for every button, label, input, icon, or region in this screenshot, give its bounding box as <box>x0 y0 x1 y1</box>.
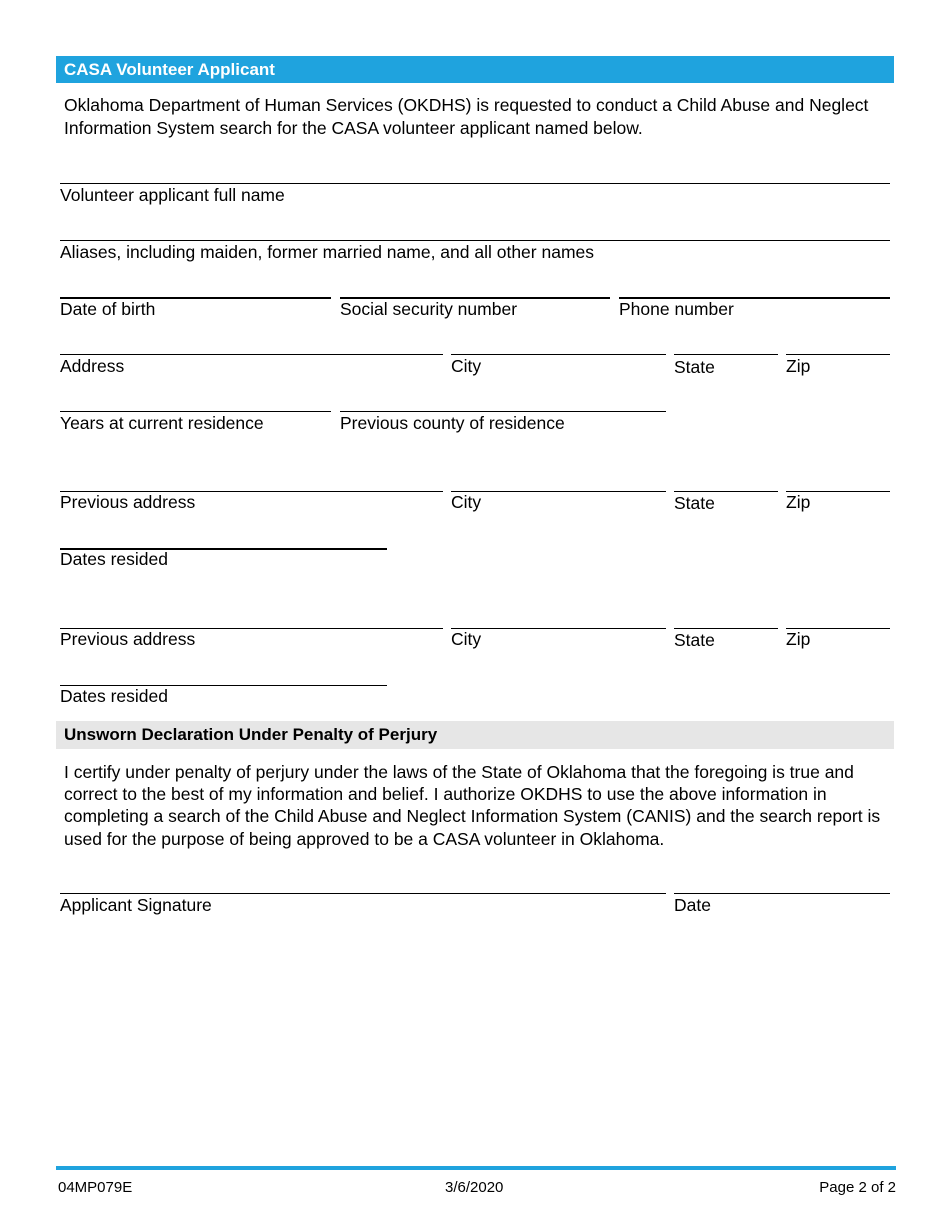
aliases-field[interactable] <box>60 240 890 241</box>
aliases-label: Aliases, including maiden, former married name, and all other names <box>60 242 595 262</box>
zip-field[interactable] <box>786 354 890 355</box>
address-label: Address <box>60 356 125 376</box>
phone-label: Phone number <box>619 299 734 319</box>
signature-date-field[interactable] <box>674 893 890 894</box>
full-name-field[interactable] <box>60 183 890 184</box>
years-residence-label: Years at current residence <box>60 413 264 433</box>
prev-city-1-label: City <box>451 492 482 512</box>
prev-zip-1-label: Zip <box>786 492 811 512</box>
signature-field[interactable] <box>60 893 666 894</box>
declaration-title: Unsworn Declaration Under Penalty of Perjury <box>64 725 438 744</box>
city-field[interactable] <box>451 354 666 355</box>
dates-resided-2-label: Dates resided <box>60 686 168 706</box>
zip-label: Zip <box>786 356 811 376</box>
prev-county-field[interactable] <box>340 411 666 412</box>
footer-rule <box>56 1166 896 1170</box>
city-label: City <box>451 356 482 376</box>
declaration-text: I certify under penalty of perjury under the laws of the State of Oklahoma that the foregoing is true and correct to the best of my information and belief. I authorize OKDHS to use the above information in completing a search of the Child Abuse and Neglect Information System (CANIS) and the search report is used for the purpose of being approved to be a CASA volunteer in Oklahoma. <box>64 762 881 849</box>
prev-city-2-label: City <box>451 629 482 649</box>
ssn-label: Social security number <box>340 299 518 319</box>
section-title: CASA Volunteer Applicant <box>64 60 275 79</box>
form-number: 04MP079E <box>58 1179 133 1196</box>
prev-county-label: Previous county of residence <box>340 413 565 433</box>
section-header-applicant <box>56 56 894 83</box>
full-name-label: Volunteer applicant full name <box>60 185 285 205</box>
prev-address-1-label: Previous address <box>60 492 196 512</box>
prev-state-1-field[interactable] <box>674 491 778 492</box>
state-label: State <box>674 357 715 377</box>
page-number: Page 2 of 2 <box>819 1179 896 1196</box>
prev-state-2-label: State <box>674 630 715 650</box>
prev-address-2-label: Previous address <box>60 629 196 649</box>
intro-paragraph: Oklahoma Department of Human Services (OKDHS) is requested to conduct a Child Abuse and Neglect Information System search for the CASA volunteer applicant named below. <box>64 95 869 138</box>
signature-label: Applicant Signature <box>60 895 212 915</box>
section-header-declaration <box>56 721 894 749</box>
dob-label: Date of birth <box>60 299 156 319</box>
address-field[interactable] <box>60 354 443 355</box>
state-field[interactable] <box>674 354 778 355</box>
prev-state-1-label: State <box>674 493 715 513</box>
prev-city-2-field[interactable] <box>451 628 666 629</box>
years-residence-field[interactable] <box>60 411 331 412</box>
dates-resided-1-label: Dates resided <box>60 549 168 569</box>
prev-state-2-field[interactable] <box>674 628 778 629</box>
signature-date-label: Date <box>674 895 711 915</box>
form-date: 3/6/2020 <box>445 1179 504 1196</box>
prev-city-1-field[interactable] <box>451 491 666 492</box>
prev-zip-2-label: Zip <box>786 629 811 649</box>
